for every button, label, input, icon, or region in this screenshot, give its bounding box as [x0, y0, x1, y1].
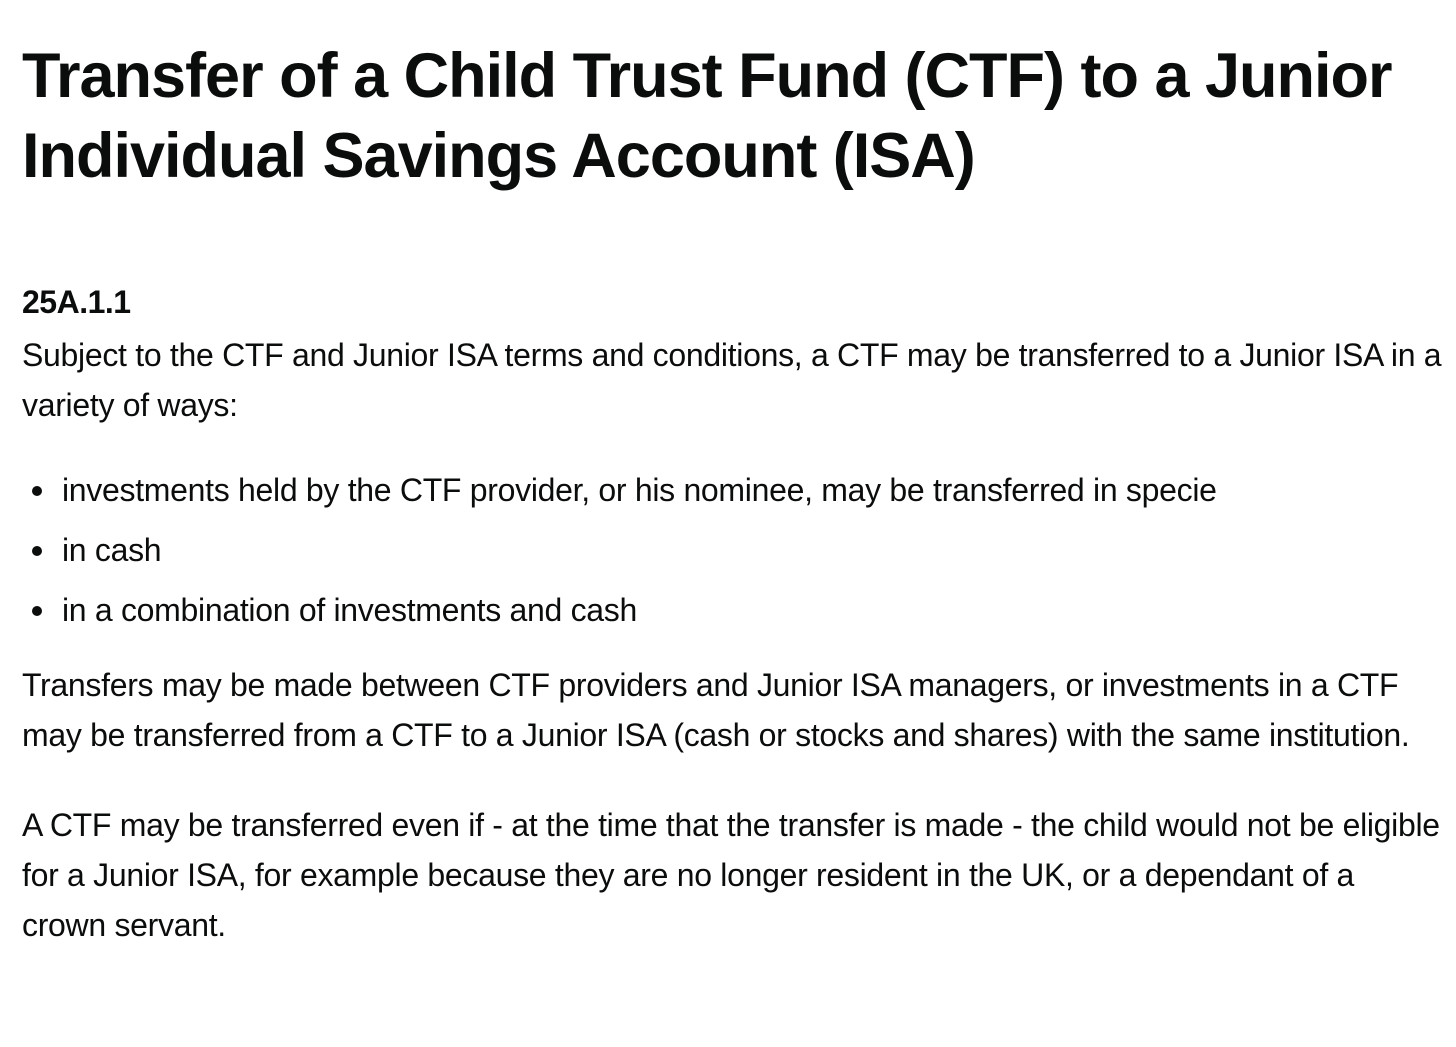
transfers-paragraph: Transfers may be made between CTF providers and Junior ISA managers, or investments in a CTF may be transferred from a CTF to a Junior ISA (cash or stocks and shares) with the same institution.: [22, 667, 1410, 753]
page-title: Transfer of a Child Trust Fund (CTF) to a Junior Individual Savings Account (ISA): [22, 41, 1392, 191]
section-number: 25A.1.1: [22, 284, 131, 320]
list-item: in cash: [62, 530, 1444, 570]
list-item: in a combination of investments and cash: [62, 590, 1444, 630]
transfer-methods-list: [22, 470, 1444, 630]
eligibility-paragraph: A CTF may be transferred even if - at the time that the transfer is made - the child would not be eligible for a Junior ISA, for example because they are no longer resident in the UK, or a dependant of a crown servant.: [22, 807, 1440, 943]
intro-paragraph: Subject to the CTF and Junior ISA terms and conditions, a CTF may be transferred to a Junior ISA in a variety of ways:: [22, 337, 1442, 423]
list-item: investments held by the CTF provider, or his nominee, may be transferred in specie: [62, 470, 1444, 510]
